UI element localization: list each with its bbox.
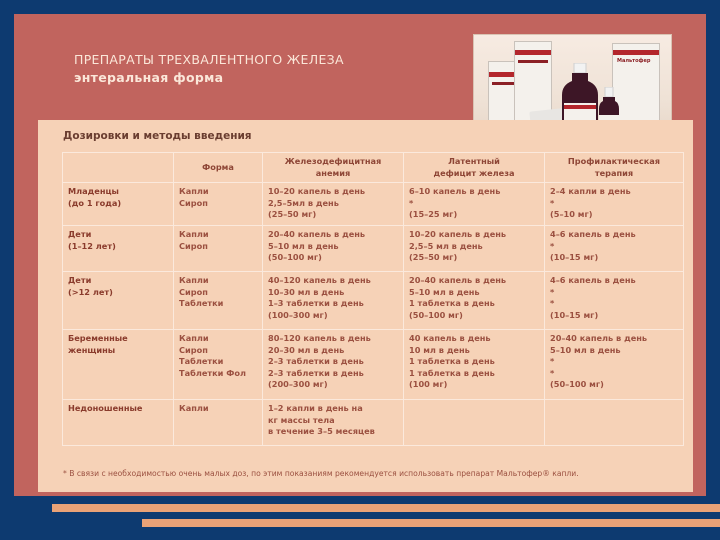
table-row: [63, 272, 684, 330]
footnote: * В связи с необходимостью очень малых доз, по этим показаниям рекомендуется использовать препарат Мальтофер® капли.: [63, 469, 579, 478]
table-cell: [404, 400, 545, 446]
dosage-table: [62, 152, 684, 446]
table-cell: 20–40 капель в день 5–10 мл в день * * (50–100 мг): [545, 330, 684, 400]
table-cell: 10–20 капель в день 2,5–5 мл в день (25–50 мг): [404, 226, 545, 272]
table-cell: 40 капель в день 10 мл в день 1 таблетка в день 1 таблетка в день (100 мг): [404, 330, 545, 400]
table-row: [63, 183, 684, 226]
table-cell: 4–6 капель в день * * (10–15 мг): [545, 272, 684, 330]
table-cell: [545, 400, 684, 446]
row-group: Беременные женщины: [63, 330, 174, 400]
table-cell: 20–40 капель в день 5–10 мл в день 1 таблетка в день (50–100 мг): [404, 272, 545, 330]
accent-bar-top: [52, 504, 720, 512]
product-box-label: Мальтофер: [617, 58, 651, 64]
header-cell-empty: [63, 153, 174, 183]
header-cell-anemia: Железодефицитная анемия: [263, 153, 404, 183]
table-cell: 4–6 капель в день * (10–15 мг): [545, 226, 684, 272]
table-cell: 80–120 капель в день 20–30 мл в день 2–3 таблетки в день 2–3 таблетки в день (200–300 мг): [263, 330, 404, 400]
header-cell-prevention: Профилактическая терапия: [545, 153, 684, 183]
table-row: [63, 400, 684, 446]
table-cell: Капли Сироп Таблетки: [174, 272, 263, 330]
panel-subtitle: Дозировки и методы введения: [63, 130, 252, 142]
row-group: Дети (1–12 лет): [63, 226, 174, 272]
table-cell: 10–20 капель в день 2,5–5мл в день (25–50 мг): [263, 183, 404, 226]
table-cell: 40–120 капель в день 10–30 мл в день 1–3 таблетки в день (100–300 мг): [263, 272, 404, 330]
dosage-panel: [38, 120, 693, 492]
table-row: [63, 330, 684, 400]
header-cell-form: Форма: [174, 153, 263, 183]
table-cell: 2–4 капли в день * (5–10 мг): [545, 183, 684, 226]
table-cell: Капли Сироп: [174, 183, 263, 226]
table-row: [63, 226, 684, 272]
row-group: Недоношенные: [63, 400, 174, 446]
table-cell: 6–10 капель в день * (15–25 мг): [404, 183, 545, 226]
table-cell: Капли: [174, 400, 263, 446]
slide-title: ПРЕПАРАТЫ ТРЕХВАЛЕНТНОГО ЖЕЛЕЗА: [74, 52, 344, 67]
table-header-row: [63, 153, 684, 183]
table-cell: Капли Сироп: [174, 226, 263, 272]
slide-subtitle: энтеральная форма: [74, 70, 224, 85]
table-cell: 1–2 капли в день на кг массы тела в течение 3–5 месяцев: [263, 400, 404, 446]
table-cell: Капли Сироп Таблетки Таблетки Фол: [174, 330, 263, 400]
row-group: Дети (>12 лет): [63, 272, 174, 330]
accent-bar-bottom: [142, 519, 720, 527]
table-cell: 20–40 капель в день 5–10 мл в день (50–100 мг): [263, 226, 404, 272]
row-group: Младенцы (до 1 года): [63, 183, 174, 226]
header-cell-latent: Латентный дефицит железа: [404, 153, 545, 183]
